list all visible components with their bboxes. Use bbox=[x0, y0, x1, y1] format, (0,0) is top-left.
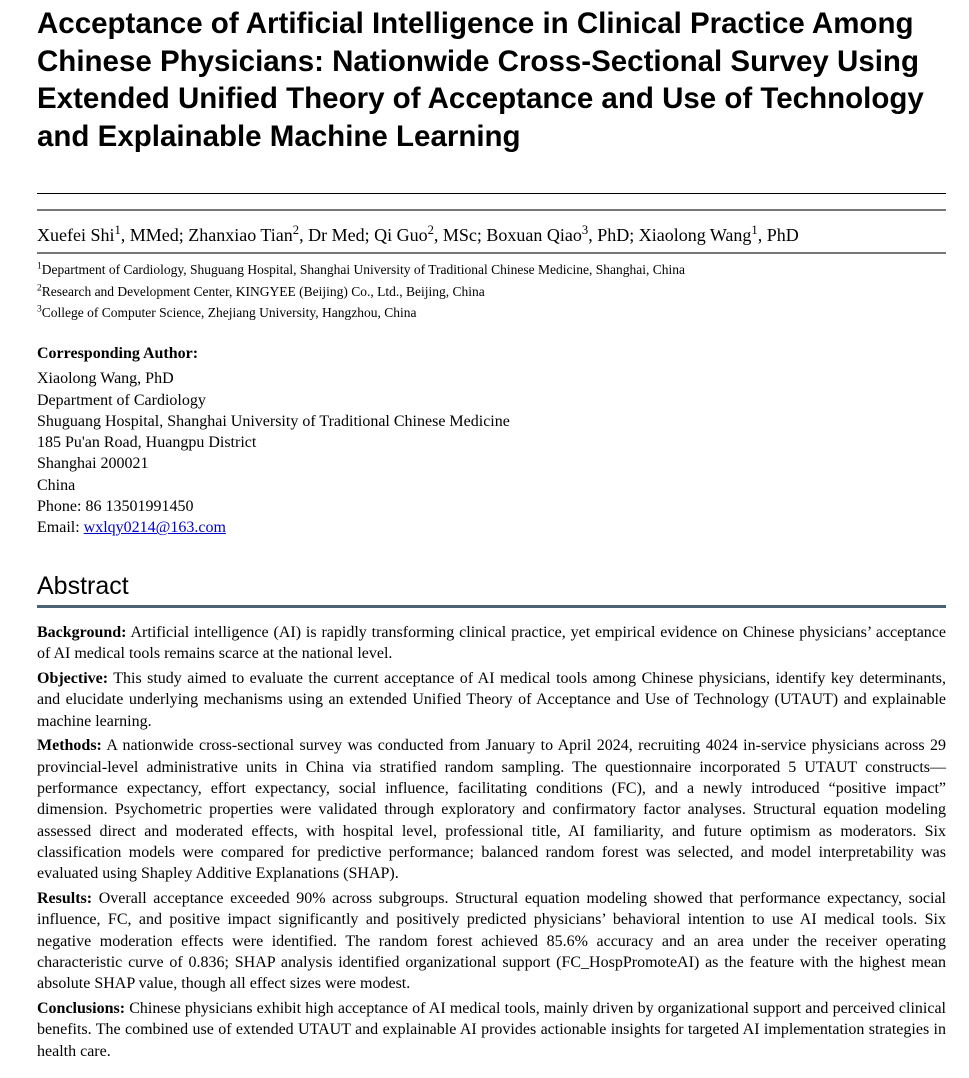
affiliation bbox=[37, 281, 685, 303]
author-name: Xiaolong Wang bbox=[638, 225, 752, 245]
affiliation-number: 3 bbox=[37, 304, 42, 315]
author-affiliation-number: 2 bbox=[292, 223, 300, 237]
divider bbox=[37, 193, 946, 194]
corresponding-heading: Corresponding Author: bbox=[37, 345, 199, 362]
author-affiliation-number: 3 bbox=[581, 223, 589, 237]
author-degree: , MMed; bbox=[120, 225, 189, 245]
abstract-section-label: Background: bbox=[37, 624, 127, 641]
email-link[interactable]: wxlqy0214@163.com bbox=[83, 519, 226, 537]
abstract-section bbox=[37, 735, 946, 884]
abstract-section-text: A nationwide cross-sectional survey was conducted from January to April 2024, recruiting 4024 in-service physicians across 29 provincial-level administrative units in China via stratified random sampling. The questionnaire incorporated 5 UTAUT constructs—performance expectancy, effort expectancy, social influence, facilitating conditions (FC), and a newly introduced “positive impact” dimension. Psychometric properties were validated through exploratory and confirmatory factor analyses. Structural equation modeling assessed direct and moderated effects, with hospital level, professional title, AI familiarity, and future optimism as moderators. Six classification models were compared for predictive performance; balanced random forest was selected, and model interpretability was evaluated using Shapley Additive Explanations (SHAP). bbox=[37, 737, 946, 883]
author-degree: , PhD bbox=[757, 225, 799, 245]
abstract-section bbox=[37, 622, 946, 665]
corresponding-author bbox=[37, 343, 510, 539]
abstract-body bbox=[37, 622, 946, 1065]
corresponding-line: 185 Pu'an Road, Huangpu District bbox=[37, 434, 257, 452]
corresponding-line: Shuguang Hospital, Shanghai University of Traditional Chinese Medicine bbox=[37, 412, 510, 430]
abstract-heading: Abstract bbox=[37, 572, 129, 600]
affiliation-number: 1 bbox=[37, 261, 42, 272]
abstract-section-label: Objective: bbox=[37, 670, 109, 688]
affiliation-number: 2 bbox=[37, 283, 42, 293]
abstract-section bbox=[37, 668, 946, 732]
author-list bbox=[37, 225, 799, 246]
abstract-section-label: Methods: bbox=[37, 737, 102, 755]
author-degree: , MSc; bbox=[433, 225, 487, 245]
affiliation-text: Department of Cardiology, Shuguang Hospital, Shanghai University of Traditional Chinese Medicine, Shanghai, China bbox=[41, 262, 686, 277]
abstract-section-label: Results: bbox=[37, 890, 93, 908]
author-affiliation-number: 2 bbox=[427, 223, 434, 237]
author-name: Xuefei Shi bbox=[37, 225, 115, 245]
abstract-section-text: This study aimed to evaluate the current acceptance of AI medical tools among Chinese physicians, identify key determinants, and elucidate underlying mechanisms using an extended Unified Theory of Acceptance and Use of Technology (UTAUT) and explainable machine learning. bbox=[37, 670, 946, 730]
affiliation bbox=[37, 302, 685, 324]
email-line: Email: wxlqy0214@163.com bbox=[37, 519, 226, 537]
abstract-section-text: Artificial intelligence (AI) is rapidly transforming clinical practice, yet empirical evidence on Chinese physicians’ acceptance of AI medical tools remains scarce at the national level. bbox=[37, 624, 946, 663]
affiliation-text: Research and Development Center, KINGYEE (Beijing) Co., Ltd., Beijing, China bbox=[41, 283, 485, 299]
author-name: Zhanxiao Tian bbox=[188, 225, 293, 245]
divider bbox=[37, 252, 946, 254]
abstract-section bbox=[37, 888, 946, 994]
author-degree: , PhD; bbox=[588, 225, 639, 245]
author-affiliation-number: 1 bbox=[751, 223, 758, 237]
paper-title: Acceptance of Artificial Intelligence in Clinical Practice Among Chinese Physicians: Nationwide Cross-Sectional Survey Using Extended Unified Theory of Acceptance and Use of Technology and Explainable Machine Learning bbox=[37, 7, 924, 153]
divider bbox=[37, 209, 946, 211]
abstract-section bbox=[37, 998, 946, 1062]
affiliation-text: College of Computer Science, Zhejiang University, Hangzhou, China bbox=[41, 305, 417, 320]
corresponding-line: Shanghai 200021 bbox=[37, 455, 149, 473]
abstract-section-label: Conclusions: bbox=[37, 1000, 126, 1018]
abstract-divider bbox=[37, 605, 946, 608]
corresponding-line: Phone: 86 13501991450 bbox=[37, 498, 194, 516]
author-degree: , Dr Med; bbox=[299, 225, 375, 245]
author-name: Boxuan Qiao bbox=[486, 225, 582, 245]
author-affiliation-number: 1 bbox=[114, 223, 121, 237]
corresponding-line: Xiaolong Wang, PhD bbox=[37, 370, 174, 388]
abstract-section-text: Chinese physicians exhibit high acceptance of AI medical tools, mainly driven by organizational support and perceived clinical benefits. The combined use of extended UTAUT and explainable AI provides actionable insights for targeted AI implementation strategies in health care. bbox=[37, 1000, 946, 1060]
corresponding-line: China bbox=[37, 476, 76, 494]
abstract-section-text: Overall acceptance exceeded 90% across subgroups. Structural equation modeling showed that performance expectancy, social influence, FC, and positive impact significantly and positively predicted physicians’ behavioral intention to use AI medical tools. Six negative moderation effects were identified. The random forest achieved 85.6% accuracy and an area under the receiver operating characteristic curve of 0.836; SHAP analysis identified organizational support (FC_HospPromoteAI) as the feature with the highest mean absolute SHAP value, though all effect sizes were modest. bbox=[37, 890, 946, 993]
affiliations bbox=[37, 259, 685, 324]
author-name: Qi Guo bbox=[374, 225, 428, 245]
corresponding-line: Department of Cardiology bbox=[37, 391, 206, 409]
affiliation bbox=[37, 259, 685, 281]
